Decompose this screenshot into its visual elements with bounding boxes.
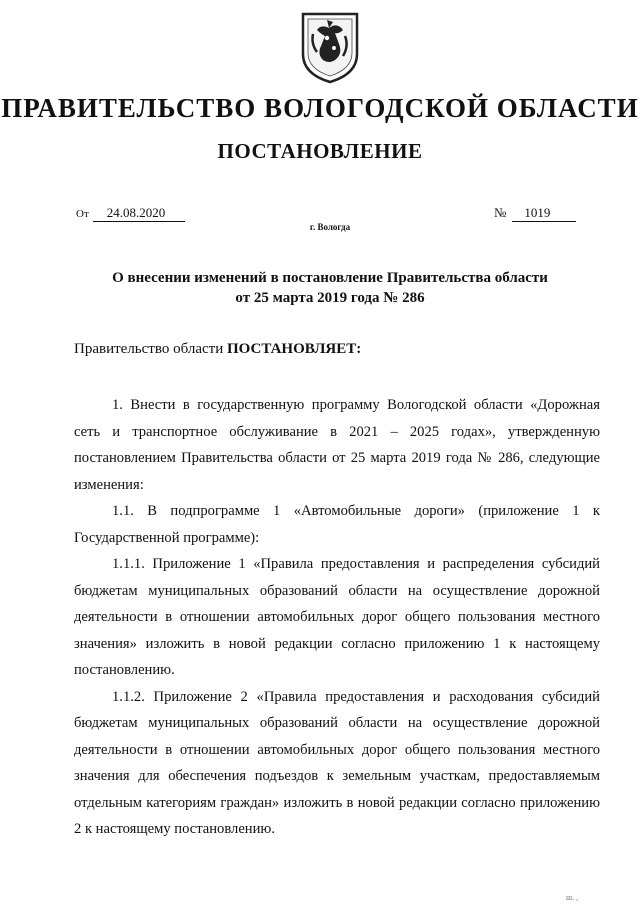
paragraph-1-1-1: 1.1.1. Приложение 1 «Правила предоставления и распределения субсидий бюджетам муниципальных образований области на осуществление дорожной деятельности в отношении автомобильных дорог общего пользования местного значения» изложить в новой редакции согласно приложению 1 к настоящему постановлению. xyxy=(74,556,600,678)
government-title: ПРАВИТЕЛЬСТВО ВОЛОГОДСКОЙ ОБЛАСТИ xyxy=(1,93,639,123)
document-body xyxy=(74,392,600,843)
preamble xyxy=(74,341,361,358)
city-label: г. Вологда xyxy=(309,222,351,232)
number-label: № xyxy=(494,205,507,220)
coat-of-arms-emblem xyxy=(299,10,361,84)
subject-line-2: от 25 марта 2019 года № 286 xyxy=(235,290,425,306)
document-subject xyxy=(60,268,600,308)
document-number xyxy=(494,205,576,222)
number-value: 1019 xyxy=(512,205,576,222)
subject-line-1: О внесении изменений в постановление Правительства области xyxy=(112,270,548,286)
preamble-text: Правительство области xyxy=(74,341,227,357)
preamble-resolves: ПОСТАНОВЛЯЕТ: xyxy=(226,341,362,357)
paragraph-1-1-2: 1.1.2. Приложение 2 «Правила предоставления и расходования субсидий бюджетам муниципальных образований области на осуществление дорожной деятельности в отношении автомобильных дорог общего пользования местного значения для обеспечения подъездов к земельным участкам, предоставляемым отдельным категориям граждан» изложить в новой редакции согласно приложению 2 к настоящему постановлению. xyxy=(74,688,600,837)
paragraph-1-1: 1.1. В подпрограмме 1 «Автомобильные дороги» (приложение 1 к Государственной программе): xyxy=(74,503,600,546)
date-value: 24.08.2020 xyxy=(93,205,186,222)
paragraph-1: 1. Внести в государственную программу Вологодской области «Дорожная сеть и транспортное обслуживание в 2021 – 2025 годах», утвержденную постановлением Правительства области от 25 марта 2019 года № 286, следующие изменения: xyxy=(74,397,600,493)
page-corner-mark: ш. , xyxy=(566,893,579,902)
document-date xyxy=(76,205,185,222)
date-label: От xyxy=(76,208,89,220)
document-type: ПОСТАНОВЛЕНИЕ xyxy=(217,139,423,163)
